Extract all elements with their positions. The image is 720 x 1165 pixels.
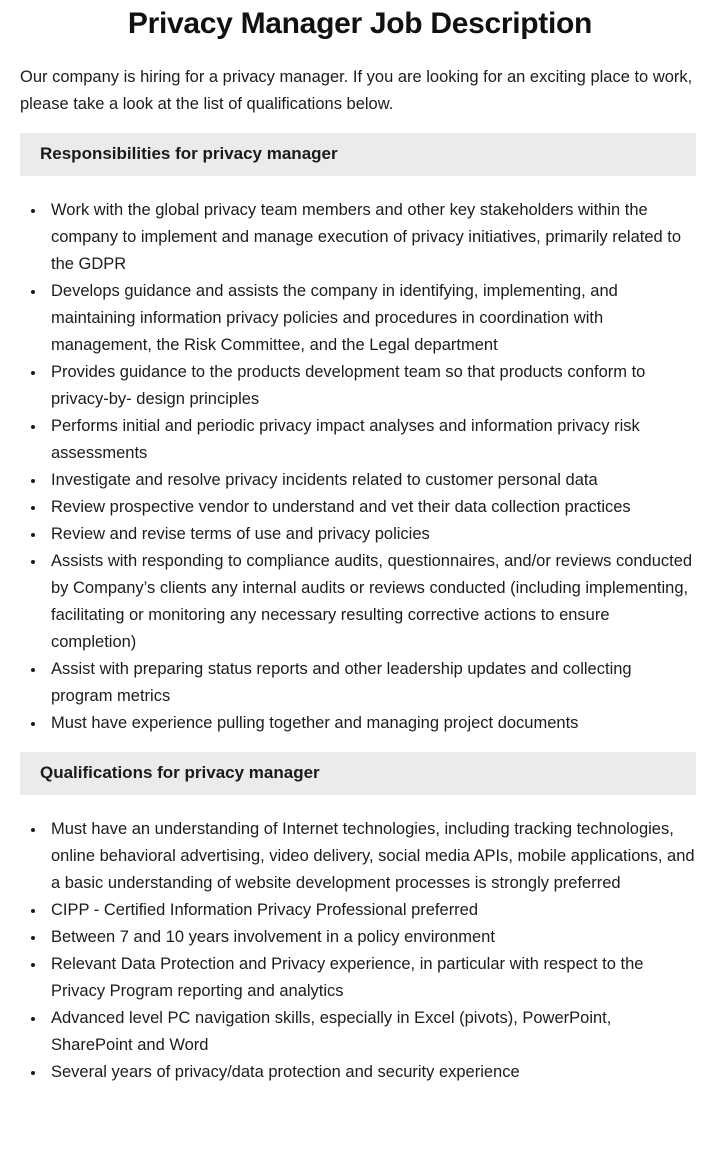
- list-item: • Relevant Data Protection and Privacy experience, in particular with respect to the Privacy Program reporting and analytics: [46, 951, 696, 1005]
- list-item: • Several years of privacy/data protection and security experience: [46, 1059, 696, 1086]
- list-item: • Provides guidance to the products development team so that products conform to privacy-by- design principles: [46, 359, 696, 413]
- list-item: • Work with the global privacy team members and other key stakeholders within the company to implement and manage execution of privacy initiatives, primarily related to the GDPR: [46, 197, 696, 278]
- list-item: • Assists with responding to compliance audits, questionnaires, and/or reviews conducted by Company’s clients any internal audits or reviews conducted (including implementing, facilitating or monitoring any necessary resulting corrective actions to ensure completion): [46, 548, 696, 656]
- section-header-qualifications: Qualifications for privacy manager: [20, 752, 696, 795]
- list-item: • Investigate and resolve privacy incidents related to customer personal data: [46, 467, 696, 494]
- bottom-spacer: [0, 1086, 720, 1094]
- list-item: • Assist with preparing status reports and other leadership updates and collecting program metrics: [46, 656, 696, 710]
- qualifications-list: [20, 816, 696, 1086]
- list-item: • Develops guidance and assists the company in identifying, implementing, and maintaining information privacy policies and procedures in coordination with management, the Risk Committee, and the Legal department: [46, 278, 696, 359]
- page-title: Privacy Manager Job Description: [127, 7, 593, 40]
- list-item: • Must have an understanding of Internet technologies, including tracking technologies, online behavioral advertising, video delivery, social media APIs, mobile applications, and a basic understanding of website development processes is strongly preferred: [46, 816, 696, 897]
- intro-paragraph: Our company is hiring for a privacy manager. If you are looking for an exciting place to work, please take a look at the list of qualifications below.: [20, 68, 693, 113]
- list-item: • Must have experience pulling together and managing project documents: [46, 710, 696, 737]
- list-item: • Performs initial and periodic privacy impact analyses and information privacy risk assessments: [46, 413, 696, 467]
- list-item: • Review prospective vendor to understand and vet their data collection practices: [46, 494, 696, 521]
- list-item: • Between 7 and 10 years involvement in a policy environment: [46, 924, 696, 951]
- list-item: • Advanced level PC navigation skills, especially in Excel (pivots), PowerPoint, SharePoint and Word: [46, 1005, 696, 1059]
- list-item: • CIPP - Certified Information Privacy Professional preferred: [46, 897, 696, 924]
- responsibilities-list: [20, 197, 696, 737]
- list-item: • Review and revise terms of use and privacy policies: [46, 521, 696, 548]
- section-header-responsibilities: Responsibilities for privacy manager: [20, 133, 696, 176]
